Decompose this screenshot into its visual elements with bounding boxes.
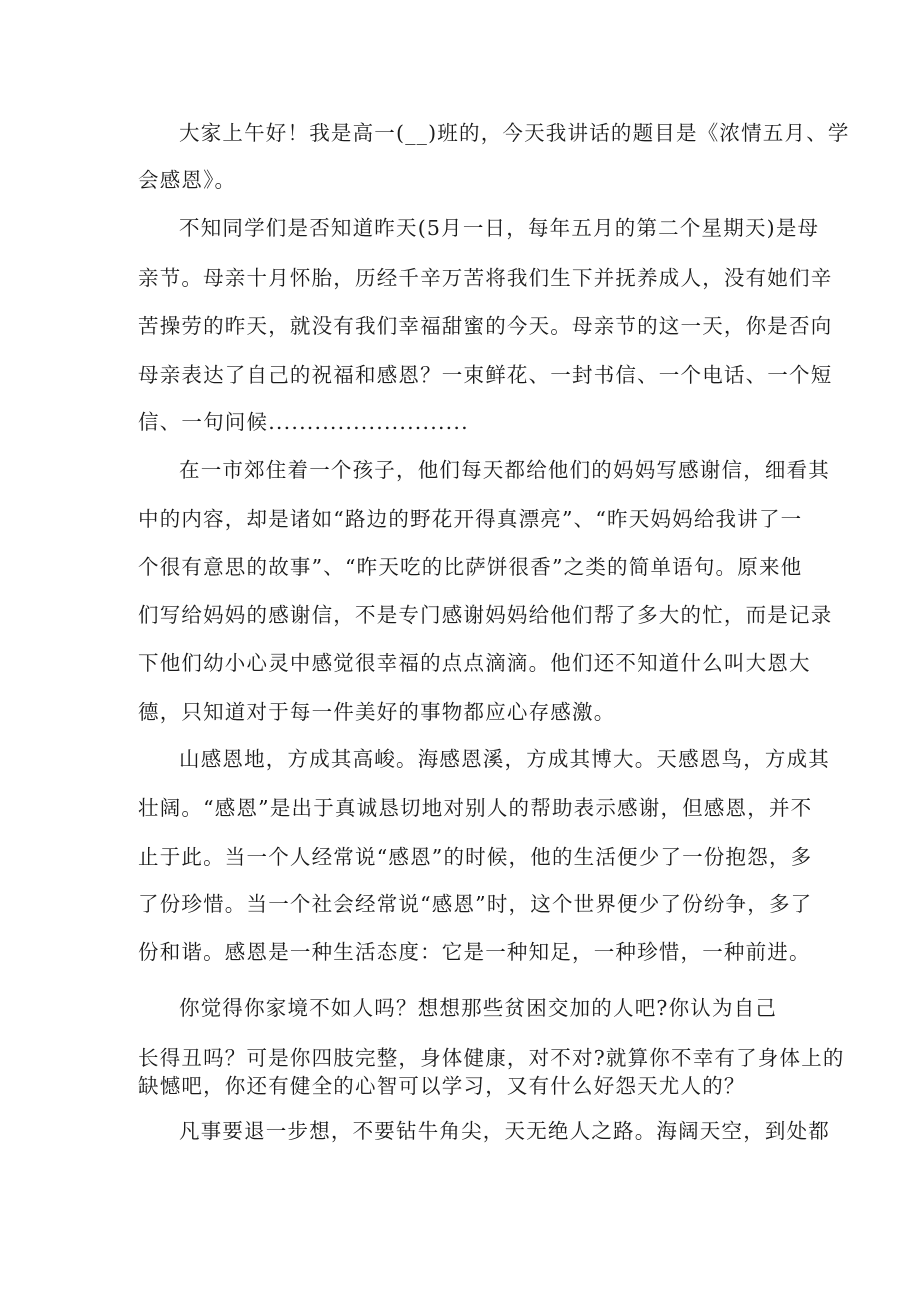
paragraph-3-line-5: 下他们幼小心灵中感觉很幸福的点点滴滴。他们还不知道什么叫大恩大 bbox=[138, 651, 811, 675]
paragraph-1-line-1: 大家上午好！我是高一(__)班的，今天我讲话的题目是《浓情五月、学 bbox=[179, 121, 850, 145]
paragraph-4-line-3: 止于此。当一个人经常说“感恩”的时候，他的生活便少了一份抱怨，多 bbox=[138, 845, 813, 869]
paragraph-3-line-4: 们写给妈妈的感谢信，不是专门感谢妈妈给他们帮了多大的忙，而是记录 bbox=[138, 603, 833, 627]
paragraph-2-line-1: 不知同学们是否知道昨天(5月一日，每年五月的第二个星期天)是母 bbox=[179, 216, 820, 240]
paragraph-4-line-5: 份和谐。感恩是一种生活态度：它是一种知足，一种珍惜，一种前进。 bbox=[138, 940, 811, 964]
paragraph-1-line-2: 会感恩》。 bbox=[138, 168, 237, 192]
paragraph-4-line-4: 了份珍惜。当一个社会经常说“感恩”时，这个世界便少了份纷争，多了 bbox=[138, 892, 813, 916]
paragraph-2-line-2: 亲节。母亲十月怀胎，历经千辛万苦将我们生下并抚养成人，没有她们辛 bbox=[138, 266, 833, 290]
paragraph-3-line-6: 德，只知道对于每一件美好的事物都应心存感激。 bbox=[138, 700, 616, 724]
paragraph-4-line-2: 壮阔。“感恩”是出于真诚恳切地对别人的帮助表示感谢，但感恩，并不 bbox=[138, 796, 813, 820]
paragraph-6-line-2: 缺憾吧，你还有健全的心智可以学习，又有什么好怨天尤人的？ bbox=[138, 1074, 746, 1098]
paragraph-2-line-3: 苦操劳的昨天，就没有我们幸福甜蜜的今天。母亲节的这一天，你是否向 bbox=[138, 314, 833, 338]
paragraph-3-line-3: 个很有意思的故事”、“昨天吃的比萨饼很香”之类的简单语句。原来他 bbox=[138, 555, 803, 579]
paragraph-7-line-1: 凡事要退一步想，不要钻牛角尖，天无绝人之路。海阔天空，到处都 bbox=[179, 1119, 830, 1143]
paragraph-3-line-2: 中的内容，却是诸如“路边的野花开得真漂亮”、“昨天妈妈给我讲了一 bbox=[138, 507, 803, 531]
paragraph-4-line-1: 山感恩地，方成其高峻。海感恩溪，方成其博大。天感恩鸟，方成其 bbox=[179, 747, 830, 771]
paragraph-2-line-4: 母亲表达了自己的祝福和感恩？一束鲜花、一封书信、一个电话、一个短 bbox=[138, 363, 833, 387]
paragraph-3-line-1: 在一市郊住着一个孩子，他们每天都给他们的妈妈写感谢信，细看其 bbox=[179, 458, 830, 482]
paragraph-2-line-5: 信、一句问候.......................... bbox=[138, 410, 469, 434]
paragraph-6-line-1: 长得丑吗？可是你四肢完整，身体健康，对不对?就算你不幸有了身体上的 bbox=[138, 1046, 845, 1070]
paragraph-5-line-1: 你觉得你家境不如人吗？想想那些贫困交加的人吧?你认为自己 bbox=[179, 996, 778, 1020]
